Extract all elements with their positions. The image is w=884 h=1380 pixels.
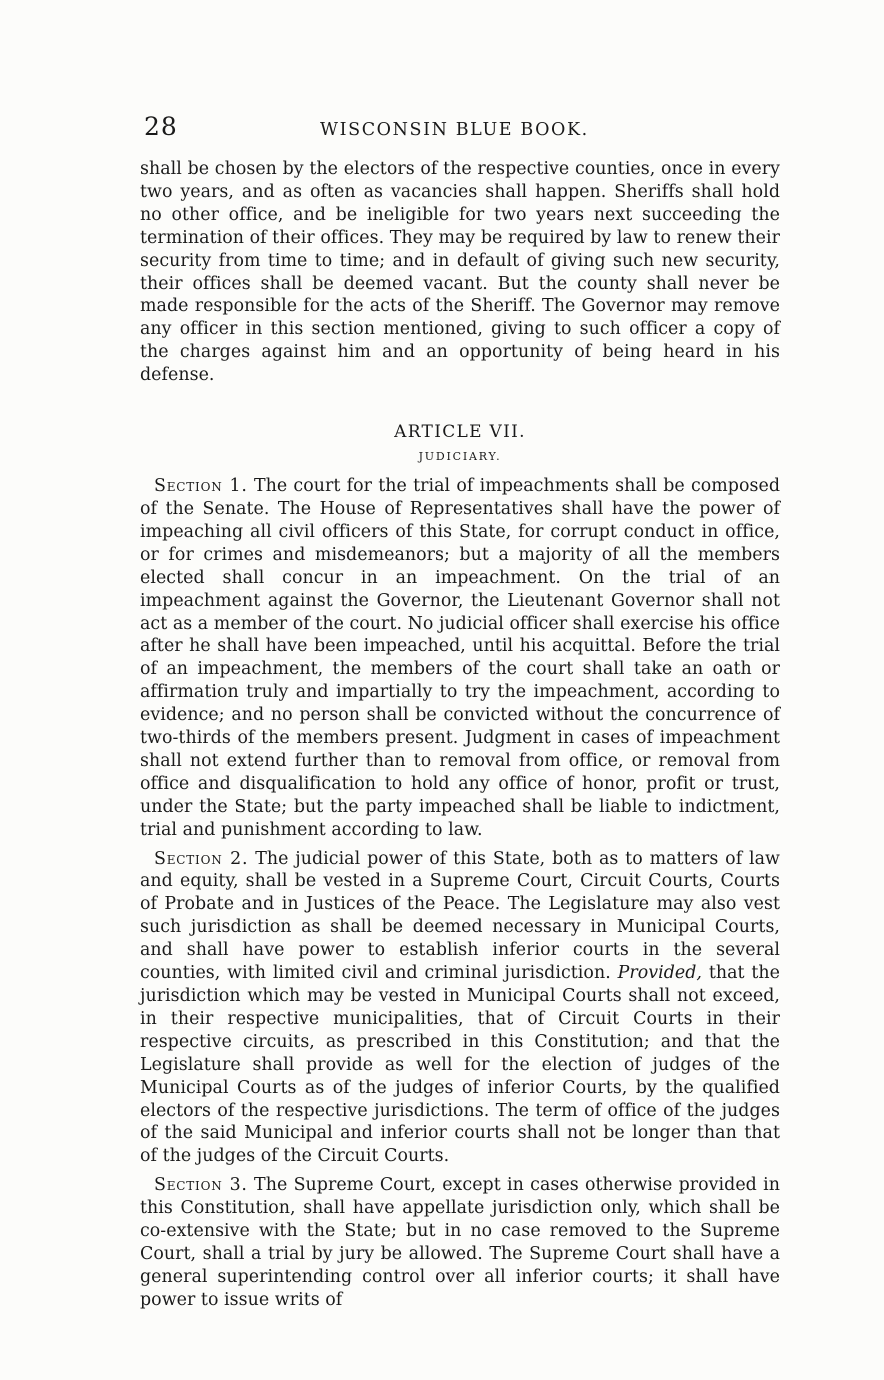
section-3-label: Section 3. <box>154 1175 248 1196</box>
page-number: 28 <box>144 112 178 141</box>
running-head: WISCONSIN BLUE BOOK. <box>320 120 589 140</box>
section-2-text-before: The judicial power of this State, both as to matters of law and equity, shall be vested in a Supreme Court, Circuit Courts, Courts of Probate and in Justices of the Peace. The Legislature may also vest such jurisdiction as shall be deemed necessary in Municipal Courts, and shall have power to establish inferior courts in the several counties, with limited civil and criminal jurisdiction. <box>140 848 780 984</box>
page-header <box>140 112 780 148</box>
section-1-text: The court for the trial of impeachments shall be composed of the Senate. The House of Representatives shall have the power of impeaching all civil officers of this State, for corrupt conduct in office, or for crimes and misdemeanors; but a majority of all the members elected shall concur in an impeachment. On the trial of an impeachment against the Governor, the Lieutenant Governor shall not act as a member of the court. No judicial officer shall exercise his office after he shall have been impeached, until his acquittal. Before the trial of an impeachment, the members of the court shall take an oath or affirmation truly and impartially to try the impeachment, according to evidence; and no person shall be convicted without the concurrence of two-thirds of the members present. Judgment in cases of impeachment shall not extend further than to removal from office, or removal from office and disqualification to hold any office of honor, profit or trust, under the State; but the party impeached shall be liable to indictment, trial and punishment according to law. <box>140 476 780 840</box>
article-subtitle: JUDICIARY. <box>418 450 502 464</box>
continuation-paragraph: shall be chosen by the electors of the respective counties, once in every two years, and as often as vacancies shall happen. Sheriffs shall hold no other office, and be ineligible for two years next succeeding the termination of their offices. They may be required by law to renew their security from time to time; and in default of giving such new security, their offices shall be deemed vacant. But the county shall never be made responsible for the acts of the Sheriff. The Governor may remove any officer in this section mentioned, giving to such officer a copy of the charges against him and an opportunity of being heard in his defense. <box>140 159 780 386</box>
section-2-emphasis: Provided, <box>617 963 702 984</box>
section-2-paragraph <box>140 848 780 1169</box>
section-3-text: The Supreme Court, except in cases otherwise provided in this Constitution, shall have appellate jurisdiction only, which shall be co-extensive with the State; but in no case removed to the Supreme Court, shall a trial by jury be allowed. The Supreme Court shall have a general superintending control over all inferior courts; it shall have power to issue writs of <box>140 1175 781 1310</box>
section-1-paragraph <box>140 475 780 842</box>
page-body <box>140 158 780 1312</box>
section-3-paragraph <box>140 1174 780 1311</box>
section-2-label: Section 2. <box>154 848 249 869</box>
section-1-label: Section 1. <box>154 476 248 497</box>
section-2-text-after: that the jurisdiction which may be vested in Municipal Courts shall not exceed, in their respective municipalities, that of Circuit Courts in their respective circuits, as prescribed in this Constitution; and that the Legislature shall provide as well for the election of judges of the Municipal Courts as of the judges of inferior Courts, by the qualified electors of the respective jurisdictions. The term of office of the judges of the said Municipal and inferior courts shall not be longer than that of the judges of the Circuit Courts. <box>140 963 780 1167</box>
article-title: ARTICLE VII. <box>394 422 526 443</box>
